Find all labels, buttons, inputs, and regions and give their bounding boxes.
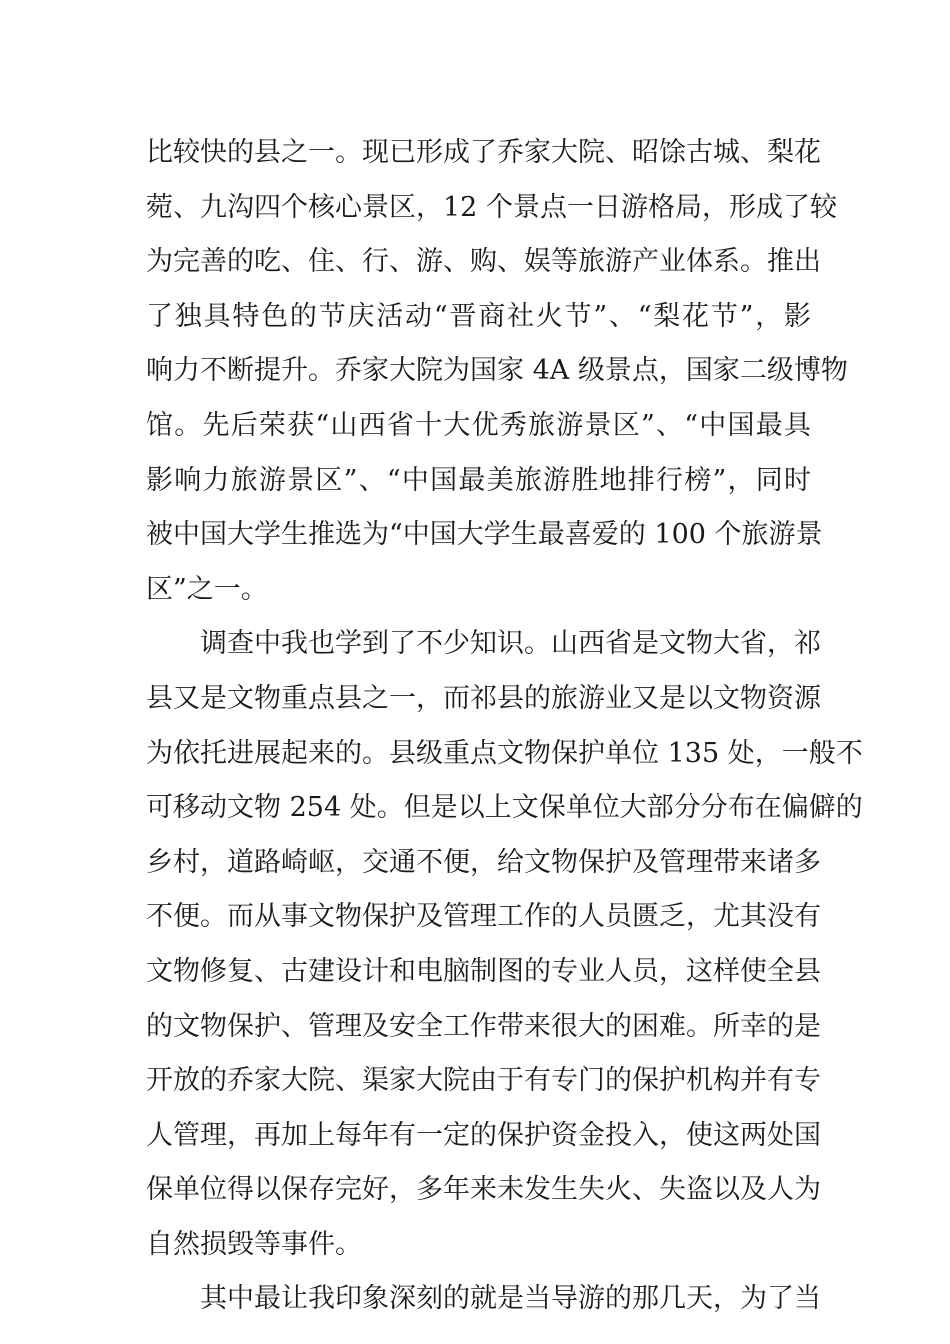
text-line: 响力不断提升。乔家大院为国家 4A 级景点，国家二级博物 [146,355,848,387]
text-line: 可移动文物 254 处。但是以上文保单位大部分分布在偏僻的 [146,792,863,824]
text-line: 不便。而从事文物保护及管理工作的人员匮乏，尤其没有 [146,901,821,933]
text-line: 馆。先后荣获“山西省十大优秀旅游景区”、“中国最具 [146,409,811,441]
paragraph-first-line: 其中最让我印象深刻的就是当导游的那几天，为了当 [200,1283,821,1315]
text-line: 比较快的县之一。现已形成了乔家大院、昭馀古城、梨花 [146,137,821,168]
text-line: 保单位得以保存完好，多年来未发生失火、失盗以及人为 [146,1174,821,1206]
text-line: 影响力旅游景区”、“中国最美旅游胜地排行榜”，同时 [146,464,811,496]
text-line: 乡村，道路崎岖，交通不便，给文物保护及管理带来诸多 [146,846,821,878]
text-line: 被中国大学生推选为“中国大学生最喜爱的 100 个旅游景 [146,519,823,551]
text-line: 人管理，再加上每年有一定的保护资金投入，使这两处国 [146,1119,821,1151]
text-line: 了独具特色的节庆活动“晋商社火节”、“梨花节”，影 [146,300,811,332]
text-line: 区”之一。 [146,573,268,605]
text-line: 县又是文物重点县之一，而祁县的旅游业又是以文物资源 [146,682,821,714]
text-line: 开放的乔家大院、渠家大院由于有专门的保护机构并有专 [146,1065,821,1097]
text-line: 为完善的吃、住、行、游、购、娱等旅游产业体系。推出 [146,246,821,278]
text-line: 的文物保护、管理及安全工作带来很大的困难。所幸的是 [146,1010,821,1042]
text-line: 文物修复、古建设计和电脑制图的专业人员，这样使全县 [146,955,821,987]
document-body [146,126,863,1327]
text-line: 为依托进展起来的。县级重点文物保护单位 135 处，一般不 [146,737,863,769]
text-line: 菀、九沟四个核心景区，12 个景点一日游格局，形成了较 [146,191,837,223]
text-line: 自然损毁等事件。 [146,1228,362,1260]
paragraph-first-line: 调查中我也学到了不少知识。山西省是文物大省，祁 [200,628,821,660]
